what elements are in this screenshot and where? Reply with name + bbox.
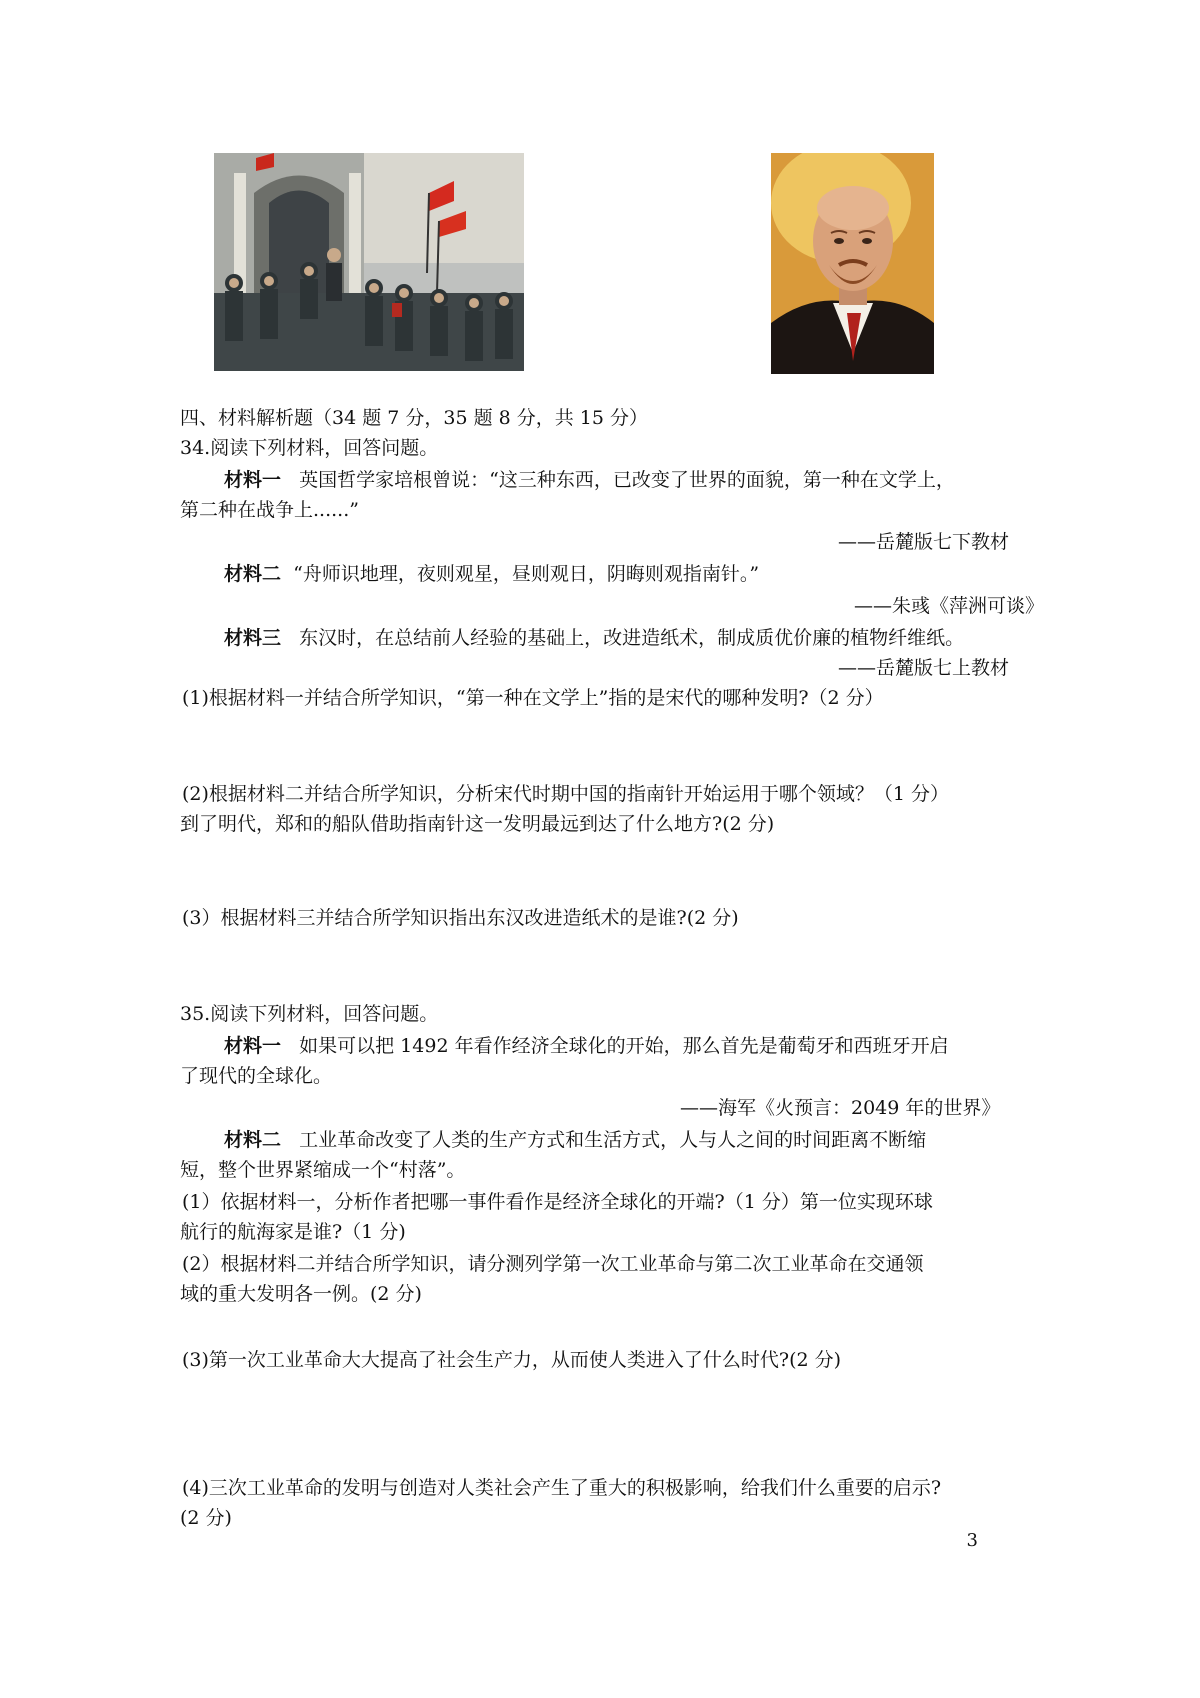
q35-material-2 xyxy=(224,1126,926,1154)
q34-m3-text: 东汉时，在总结前人经验的基础上，改进造纸术，制成质优价廉的植物纤维纸。 xyxy=(299,627,965,649)
section-header: 四、材料解析题（34 题 7 分，35 题 8 分，共 15 分） xyxy=(180,407,649,429)
q35-intro: 35.阅读下列材料，回答问题。 xyxy=(180,1003,439,1025)
q35-question-3: (3)第一次工业革命大大提高了社会生产力，从而使人类进入了什么时代?(2 分) xyxy=(182,1349,842,1371)
q34-m1-line1: 英国哲学家培根曾说：“这三种东西，已改变了世界的面貌，第一种在文学上， xyxy=(299,469,955,491)
q34-m1-line2: 第二种在战争上......” xyxy=(180,499,359,521)
q34-material-2 xyxy=(224,560,759,588)
q34-m3-source: ——岳麓版七上教材 xyxy=(838,657,1010,679)
q35-m1-label: 材料一 xyxy=(224,1035,282,1057)
q34-m2-text: “舟师识地理，夜则观星，昼则观日，阴晦则观指南针。” xyxy=(293,563,760,585)
q34-intro: 34.阅读下列材料，回答问题。 xyxy=(180,437,439,459)
q35-question-4-line1: (4)三次工业革命的发明与创造对人类社会产生了重大的积极影响，给我们什么重要的启示? xyxy=(182,1477,942,1499)
q34-material-1 xyxy=(224,466,955,494)
q34-m2-label: 材料二 xyxy=(224,563,282,585)
q35-m1-line2: 了现代的全球化。 xyxy=(180,1065,333,1087)
q34-m3-label: 材料三 xyxy=(224,627,282,649)
q35-m2-line1: 工业革命改变了人类的生产方式和生活方式，人与人之间的时间距离不断缩 xyxy=(299,1129,927,1151)
q35-question-2-line1: (2）根据材料二并结合所学知识，请分测列学第一次工业革命与第二次工业革命在交通领 xyxy=(182,1253,924,1275)
q34-m2-source: ——朱彧《萍洲可谈》 xyxy=(854,595,1045,617)
q34-question-3: (3）根据材料三并结合所学知识指出东汉改进造纸术的是谁?(2 分) xyxy=(182,907,739,929)
q34-question-1: (1)根据材料一并结合所学知识，“第一种在文学上”指的是宋代的哪种发明?（2 分） xyxy=(182,687,884,709)
portrait-image xyxy=(771,153,934,374)
q35-question-1-line1: (1）依据材料一，分析作者把哪一事件看作是经济全球化的开端?（1 分）第一位实现环球 xyxy=(182,1191,933,1213)
q34-question-2-line1: (2)根据材料二并结合所学知识，分析宋代时期中国的指南针开始运用于哪个领域？（1 分） xyxy=(182,783,950,805)
q35-m1-line1: 如果可以把 1492 年看作经济全球化的开始，那么首先是葡萄牙和西班牙开启 xyxy=(299,1035,949,1057)
revolution-painting-image xyxy=(214,153,524,371)
q35-question-4-line2: (2 分) xyxy=(180,1507,232,1529)
q34-m1-source: ——岳麓版七下教材 xyxy=(838,531,1010,553)
q35-material-1 xyxy=(224,1032,949,1060)
q35-question-2-line2: 域的重大发明各一例。(2 分) xyxy=(180,1283,422,1305)
q35-question-1-line2: 航行的航海家是谁?（1 分) xyxy=(180,1221,406,1243)
page-number: 3 xyxy=(966,1530,978,1551)
q34-question-2-line2: 到了明代，郑和的船队借助指南针这一发明最远到达了什么地方?(2 分) xyxy=(180,813,775,835)
q34-material-3 xyxy=(224,624,964,652)
q34-m1-label: 材料一 xyxy=(224,469,282,491)
q35-m1-source: ——海军《火预言：2049 年的世界》 xyxy=(680,1097,1001,1119)
q35-m2-line2: 短，整个世界紧缩成一个“村落”。 xyxy=(180,1159,466,1181)
q35-m2-label: 材料二 xyxy=(224,1129,282,1151)
